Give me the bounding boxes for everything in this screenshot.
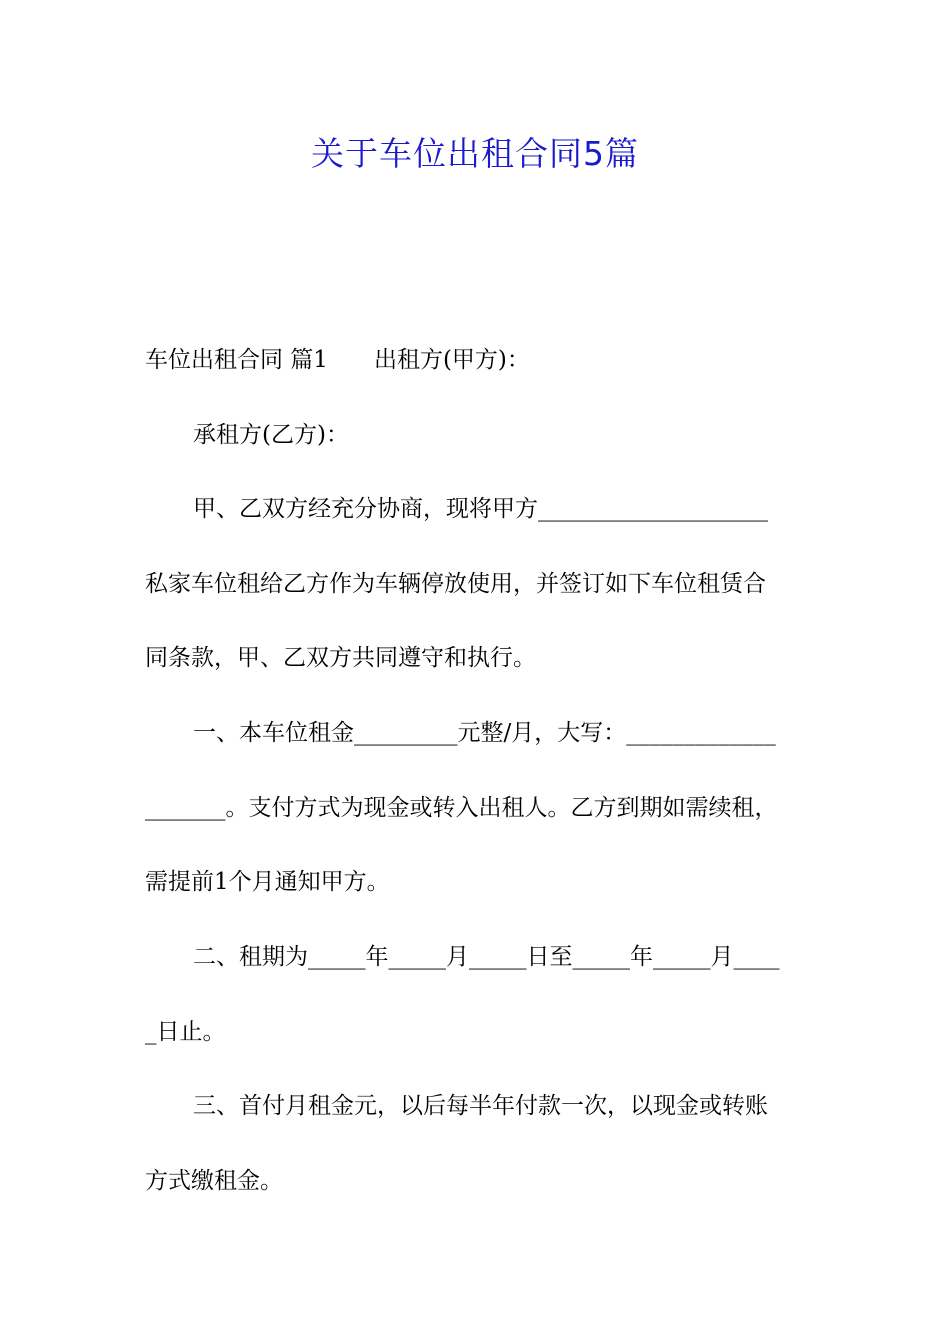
paragraph-line-6: 一、本车位租金_________元整/月，大写：_____________ [193, 720, 776, 746]
paragraph-line-5: 同条款，甲、乙双方共同遵守和执行。 [145, 645, 536, 671]
paragraph-line-2: 承租方(乙方)： [193, 422, 349, 448]
paragraph-line-4: 私家车位租给乙方作为车辆停放使用，并签订如下车位租赁合 [145, 571, 766, 597]
paragraph-line-12: 方式缴租金。 [145, 1168, 283, 1194]
lessor-label: 出租方(甲方)： [373, 347, 530, 373]
paragraph-line-10: _日止。 [145, 1019, 226, 1045]
section-heading: 车位出租合同 篇1 [145, 347, 328, 373]
paragraph-line-11: 三、首付月租金元，以后每半年付款一次，以现金或转账 [193, 1093, 768, 1119]
paragraph-line-1 [145, 345, 810, 375]
paragraph-line-9: 二、租期为_____年_____月_____日至_____年_____月____ [193, 944, 780, 970]
document-title: 关于车位出租合同5篇 [311, 134, 639, 173]
paragraph-line-8: 需提前1个月通知甲方。 [145, 869, 390, 895]
paragraph-line-3: 甲、乙双方经充分协商，现将甲方____________________ [193, 496, 768, 522]
paragraph-line-7: _______。支付方式为现金或转入出租人。乙方到期如需续租， [145, 795, 778, 821]
